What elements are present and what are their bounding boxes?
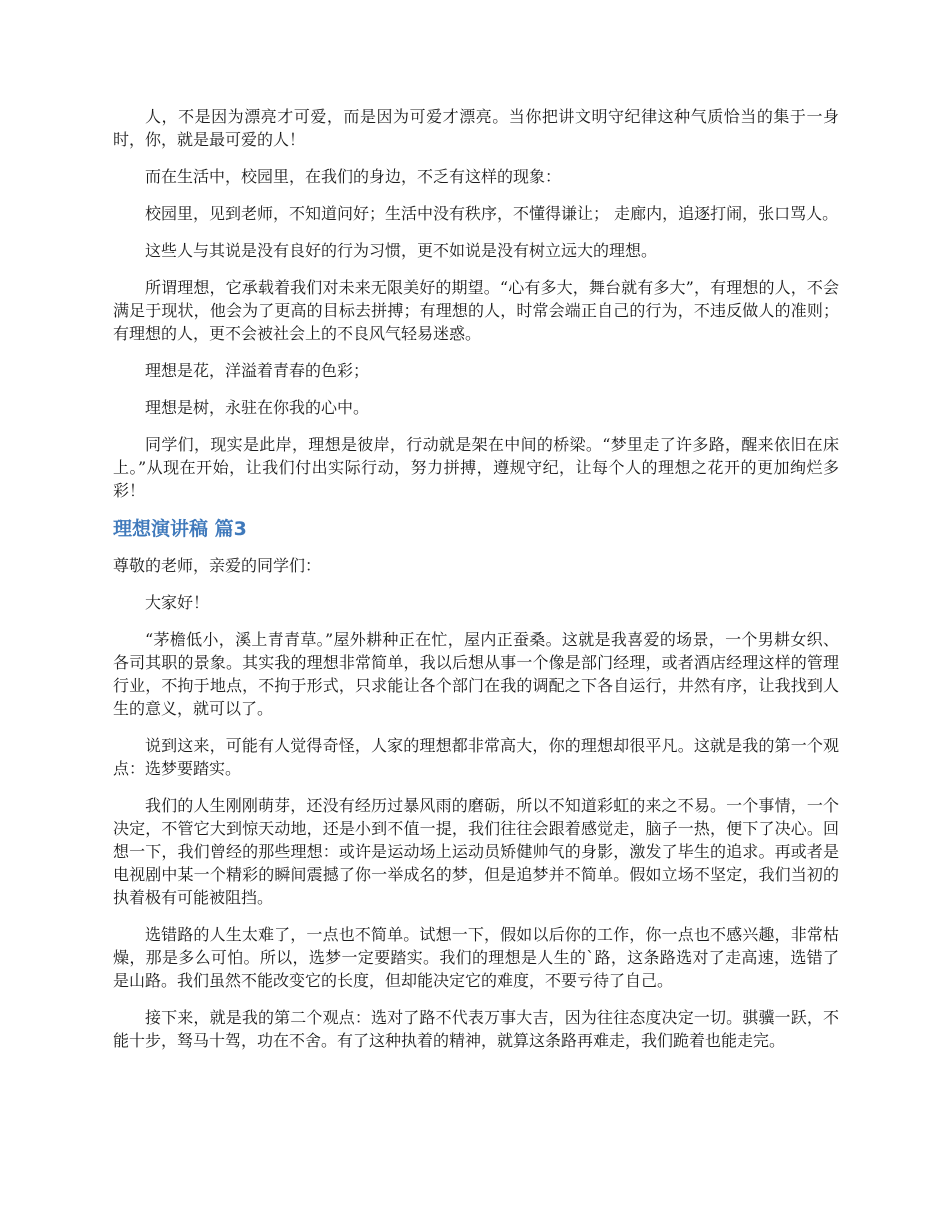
paragraph: 这些人与其说是没有良好的行为习惯，更不如说是没有树立远大的理想。 xyxy=(145,241,658,260)
paragraph: 理想是花，洋溢着青春的色彩； xyxy=(145,361,370,380)
paragraph: 校园里，见到老师，不知道问好；生活中没有秩序，不懂得谦让； 走廊内，追逐打闹，张口骂人。 xyxy=(145,204,839,223)
document-body xyxy=(113,105,839,1066)
paragraph: 说到这来，可能有人觉得奇怪，人家的理想都非常高大，你的理想却很平凡。这就是我的第一个观点：选梦要踏实。 xyxy=(113,736,839,778)
paragraph: “茅檐低小，溪上青青草。”屋外耕种正在忙，屋内正蚕桑。这就是我喜爱的场景，一个男耕女织、各司其职的景象。其实我的理想非常简单，我以后想从事一个像是部门经理，或者酒店经理这样的管理行业，不拘于地点，不拘于形式，只求能让各个部门在我的调配之下各自运行，井然有序，让我找到人生的意义，就可以了。 xyxy=(113,630,839,718)
paragraph: 人，不是因为漂亮才可爱，而是因为可爱才漂亮。当你把讲文明守纪律这种气质恰当的集于一身时，你，就是最可爱的人！ xyxy=(113,107,839,149)
paragraph: 同学们，现实是此岸，理想是彼岸，行动就是架在中间的桥梁。“梦里走了许多路，醒来依旧在床上。”从现在开始，让我们付出实际行动，努力拼搏，遵规守纪，让每个人的理想之花开的更加绚烂多彩！ xyxy=(113,435,839,500)
paragraph: 所谓理想，它承载着我们对未来无限美好的期望。“心有多大，舞台就有多大”，有理想的人，不会满足于现状，他会为了更高的目标去拼搏；有理想的人，时常会端正自己的行为，不违反做人的准则；有理想的人，更不会被社会上的不良风气轻易迷惑。 xyxy=(113,278,839,343)
paragraph: 大家好！ xyxy=(145,593,210,612)
paragraph: 我们的人生刚刚萌芽，还没有经历过暴风雨的磨砺，所以不知道彩虹的来之不易。一个事情，一个决定，不管它大到惊天动地，还是小到不值一提，我们往往会跟着感觉走，脑子一热，便下了决心。回想一下，我们曾经的那些理想：或许是运动场上运动员矫健帅气的身影，激发了毕生的追求。再或者是电视剧中某一个精彩的瞬间震撼了你一举成名的梦，但是追梦并不简单。假如立场不坚定，我们当初的执着极有可能被阻挡。 xyxy=(113,796,839,907)
paragraph: 选错路的人生太难了，一点也不简单。试想一下，假如以后你的工作，你一点也不感兴趣，非常枯燥，那是多么可怕。所以，选梦一定要踏实。我们的理想是人生的`路，这条路选对了走高速，选错了是山路。我们虽然不能改变它的长度，但却能决定它的难度，不要亏待了自己。 xyxy=(113,925,839,990)
section-heading: 理想演讲稿 篇3 xyxy=(113,518,247,540)
paragraph: 而在生活中，校园里，在我们的身边，不乏有这样的现象： xyxy=(145,167,562,186)
paragraph: 理想是树，永驻在你我的心中。 xyxy=(145,398,370,417)
salutation: 尊敬的老师，亲爱的同学们： xyxy=(113,556,322,575)
paragraph: 接下来，就是我的第二个观点：选对了路不代表万事大吉，因为往往态度决定一切。骐骥一跃，不能十步，驽马十驾，功在不舍。有了这种执着的精神，就算这条路再难走，我们跪着也能走完。 xyxy=(113,1008,839,1050)
